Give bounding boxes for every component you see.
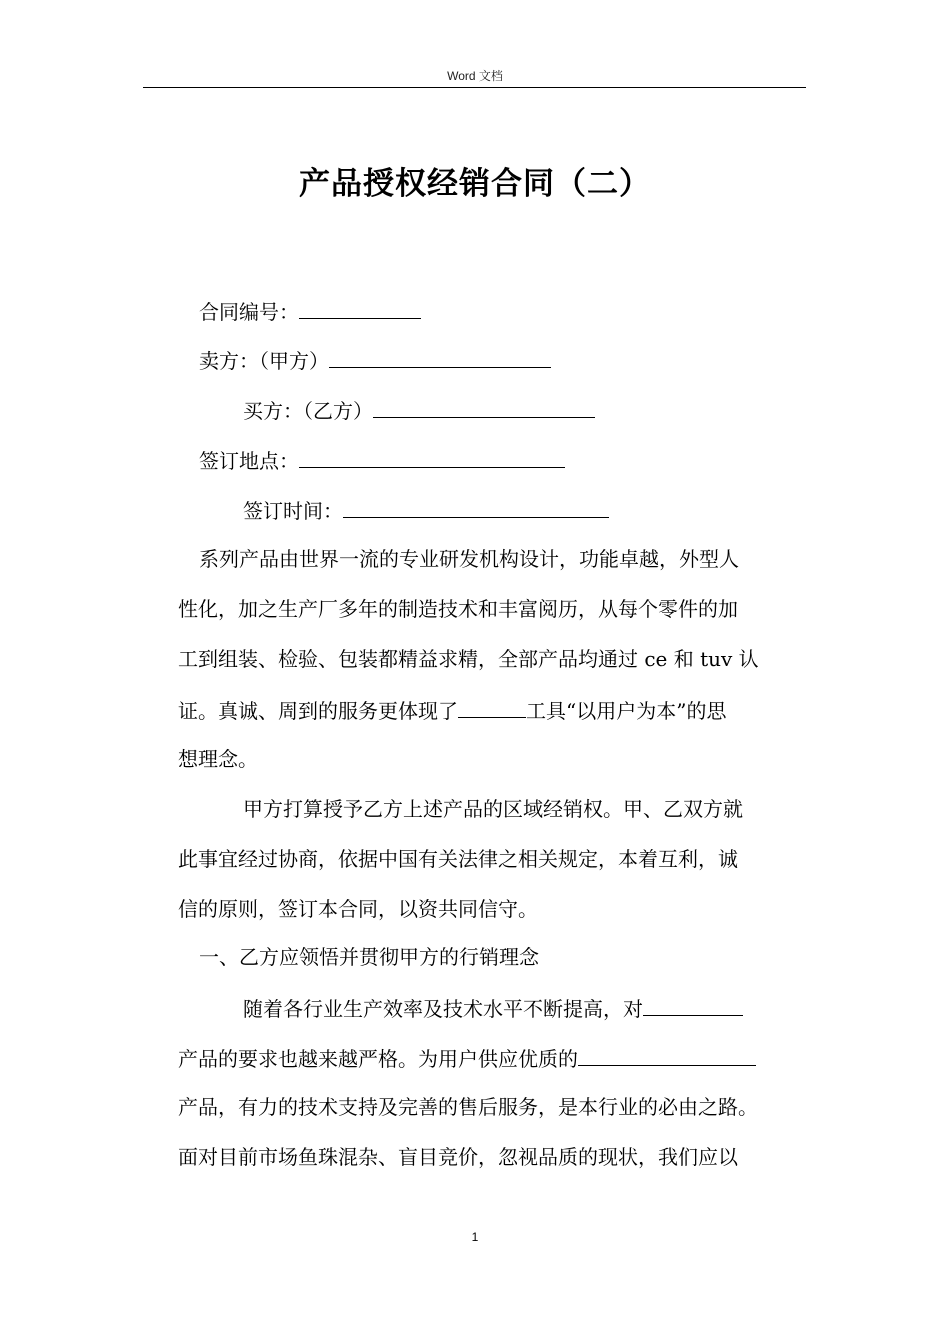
contract-number-line	[199, 298, 421, 324]
para1-line2: 性化，加之生产厂多年的制造技术和丰富阅历，从每个零件的加	[178, 597, 738, 621]
seller-blank[interactable]	[329, 347, 551, 368]
signing-place-blank[interactable]	[299, 447, 565, 468]
para2-line1: 甲方打算授予乙方上述产品的区域经销权。甲、乙双方就	[243, 797, 743, 821]
seller-label: 卖方：（甲方）	[199, 349, 329, 373]
signing-time-blank[interactable]	[343, 497, 609, 518]
buyer-line	[243, 397, 595, 423]
para1-line4-start: 证。真诚、周到的服务更体现了	[178, 699, 458, 723]
contract-number-label: 合同编号：	[199, 300, 299, 324]
seller-line	[199, 347, 551, 373]
signing-time-line	[243, 497, 609, 523]
para3-line1-text: 随着各行业生产效率及技术水平不断提高，对	[243, 997, 643, 1021]
para2-line3: 信的原则，签订本合同，以资共同信守。	[178, 897, 538, 921]
contract-number-blank[interactable]	[299, 298, 421, 319]
para1-line1: 系列产品由世界一流的专业研发机构设计，功能卓越，外型人	[199, 547, 739, 571]
para3-line1	[243, 995, 743, 1021]
signing-place-line	[199, 447, 565, 473]
tool-name-blank[interactable]	[458, 697, 526, 718]
section1-heading: 一、乙方应领悟并贯彻甲方的行销理念	[199, 945, 539, 969]
para3-line2	[178, 1045, 756, 1071]
signing-time-label: 签订时间：	[243, 499, 343, 523]
header-divider	[143, 87, 806, 88]
para2-line2: 此事宜经过协商，依据中国有关法律之相关规定，本着互利，诚	[178, 847, 738, 871]
quality-product-blank[interactable]	[578, 1045, 756, 1066]
para1-line3: 工到组装、检验、包装都精益求精，全部产品均通过 ce 和 tuv 认	[178, 647, 759, 671]
para1-line4	[178, 697, 726, 723]
para3-line4: 面对目前市场鱼珠混杂、盲目竞价，忽视品质的现状，我们应以	[178, 1145, 738, 1169]
page-number: 1	[471, 1230, 479, 1244]
para1-line4-end: 工具“以用户为本”的思	[526, 699, 727, 723]
signing-place-label: 签订地点：	[199, 449, 299, 473]
industry-blank[interactable]	[643, 995, 743, 1016]
para3-line3: 产品，有力的技术支持及完善的售后服务，是本行业的必由之路。	[178, 1095, 758, 1119]
para3-line2-text: 产品的要求也越来越严格。为用户供应优质的	[178, 1047, 578, 1071]
para1-line5: 想理念。	[178, 747, 258, 771]
buyer-label: 买方：（乙方）	[243, 399, 373, 423]
buyer-blank[interactable]	[373, 397, 595, 418]
document-title: 产品授权经销合同（二）	[299, 166, 651, 202]
page-header: Word 文档	[447, 69, 503, 83]
